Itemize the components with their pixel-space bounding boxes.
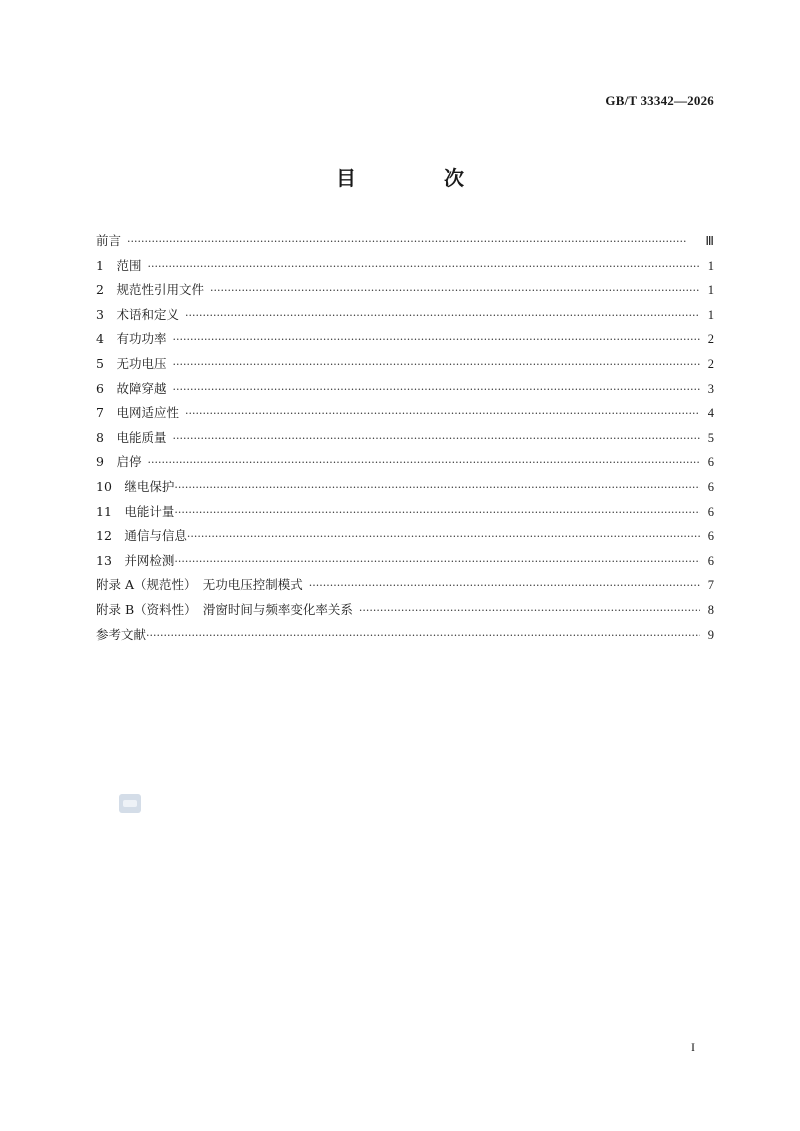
- toc-entry[interactable]: [96, 450, 714, 475]
- toc-entry-label: 规范性引用文件: [116, 282, 204, 298]
- standard-code: GB/T 33342—2026: [605, 93, 714, 108]
- toc-leader-dots: [127, 230, 700, 255]
- toc-entry[interactable]: [96, 278, 714, 303]
- toc-entry-label: 附录 B（资料性） 滑窗时间与频率变化率关系: [96, 601, 353, 617]
- toc-entry[interactable]: [96, 598, 714, 623]
- toc-leader-dots: [147, 255, 700, 280]
- table-of-contents: [96, 229, 714, 647]
- toc-leader-dots: [172, 378, 700, 403]
- toc-leader-dots: [172, 353, 700, 378]
- toc-entry-number: 13: [96, 552, 125, 568]
- toc-entry-page: Ⅲ: [705, 234, 714, 248]
- toc-entry-label: 电能计量: [124, 503, 175, 519]
- toc-entry[interactable]: [96, 327, 714, 352]
- toc-entry[interactable]: [96, 500, 714, 525]
- toc-entry-number: 4: [96, 331, 117, 347]
- toc-entry[interactable]: [96, 352, 714, 377]
- toc-entry-page: 7: [707, 578, 714, 593]
- toc-entry-number: 12: [96, 528, 125, 544]
- toc-entry-label: 启停: [116, 454, 142, 470]
- page-number: I: [691, 1040, 695, 1054]
- toc-entry-label: 继电保护: [124, 478, 175, 494]
- watermark-logo-icon: [119, 794, 141, 813]
- toc-entry-number: 2: [96, 282, 117, 298]
- toc-leader-dots: [172, 328, 700, 353]
- toc-leader-dots: [174, 476, 700, 501]
- toc-entry-label: 前言: [96, 233, 122, 248]
- toc-leader-dots: [174, 501, 700, 526]
- toc-entry-page: 6: [707, 529, 714, 544]
- toc-entry[interactable]: [96, 549, 714, 574]
- toc-entry-page: 9: [707, 627, 714, 642]
- toc-entry-number: 8: [96, 429, 117, 445]
- toc-entry-number: 9: [96, 454, 117, 470]
- toc-leader-dots: [147, 451, 700, 476]
- watermark-mark: [123, 800, 137, 807]
- page-title: 目 次: [336, 166, 498, 190]
- toc-entry-label: 有功功率: [116, 331, 167, 347]
- toc-entry-number: 1: [96, 257, 117, 273]
- toc-entry[interactable]: [96, 475, 714, 500]
- toc-entry-page: 1: [707, 307, 714, 322]
- toc-entry-page: 1: [707, 258, 714, 273]
- toc-entry-number: 6: [96, 380, 117, 396]
- toc-entry-page: 1: [707, 283, 714, 298]
- toc-entry-number: 5: [96, 355, 117, 371]
- toc-entry-label: 附录 A（规范性） 无功电压控制模式: [96, 577, 303, 593]
- toc-entry-label: 故障穿越: [116, 380, 167, 396]
- toc-entry-page: 6: [707, 504, 714, 519]
- toc-entry[interactable]: [96, 401, 714, 426]
- toc-entry[interactable]: [96, 254, 714, 279]
- toc-entry-page: 6: [707, 479, 714, 494]
- toc-entry-number: 7: [96, 405, 117, 421]
- toc-entry-page: 2: [707, 332, 714, 347]
- toc-leader-dots: [185, 304, 700, 329]
- toc-entry-label: 范围: [116, 257, 142, 273]
- toc-entry-label: 无功电压: [116, 355, 167, 371]
- toc-entry-page: 6: [707, 455, 714, 470]
- toc-entry-page: 4: [707, 406, 714, 421]
- toc-leader-dots: [359, 599, 700, 624]
- toc-entry[interactable]: [96, 573, 714, 598]
- toc-leader-dots: [146, 624, 700, 649]
- toc-entry-label: 并网检测: [124, 552, 175, 568]
- toc-leader-dots: [174, 550, 700, 575]
- toc-entry[interactable]: [96, 303, 714, 328]
- toc-entry-label: 通信与信息: [124, 528, 187, 544]
- toc-leader-dots: [172, 427, 700, 452]
- toc-leader-dots: [210, 279, 700, 304]
- toc-entry-label: 术语和定义: [116, 306, 179, 322]
- toc-entry-number: 3: [96, 306, 117, 322]
- toc-entry-number: 10: [96, 478, 125, 494]
- toc-entry-label: 电能质量: [116, 429, 167, 445]
- toc-entry-page: 5: [707, 430, 714, 445]
- toc-leader-dots: [187, 525, 700, 550]
- toc-entry-label: 参考文献: [96, 626, 147, 642]
- toc-entry-page: 6: [707, 553, 714, 568]
- toc-entry[interactable]: [96, 377, 714, 402]
- toc-entry[interactable]: [96, 426, 714, 451]
- toc-entry[interactable]: [96, 229, 714, 254]
- toc-entry-page: 8: [707, 602, 714, 617]
- toc-entry[interactable]: [96, 623, 714, 648]
- toc-entry-label: 电网适应性: [116, 405, 179, 421]
- toc-leader-dots: [185, 402, 700, 427]
- toc-entry-page: 2: [707, 356, 714, 371]
- toc-leader-dots: [309, 574, 700, 599]
- toc-entry-page: 3: [707, 381, 714, 396]
- toc-entry-number: 11: [96, 503, 125, 519]
- toc-entry[interactable]: [96, 524, 714, 549]
